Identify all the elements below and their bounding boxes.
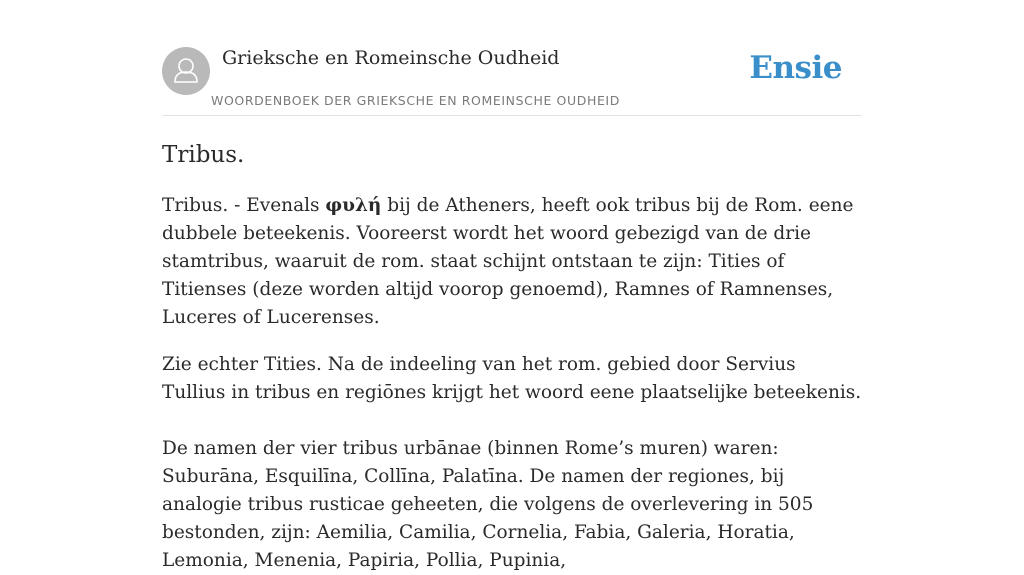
site-subtitle: WOORDENBOEK DER GRIEKSCHE EN ROMEINSCHE OUDHEID (211, 93, 620, 108)
entry-text: bij de Atheners, heeft ook tribus bij de Rom. eene dubbele beteekenis. Vooreerst wordt het woord gebezigd van de drie stamtribus, waaruit de rom. staat schijnt ontstaan te zijn: Tities of Titienses (deze worden altijd voorop genoemd), Ramnes of Ramnenses, Luceres of Lucerenses. (162, 195, 854, 328)
entry-text: Tribus. - Evenals (162, 195, 326, 216)
user-avatar-icon[interactable] (162, 47, 210, 95)
site-title[interactable]: Grieksche en Romeinsche Oudheid (222, 47, 560, 69)
header-divider (162, 115, 862, 116)
entry-title: Tribus. (162, 142, 245, 168)
greek-term: φυλή (325, 195, 382, 216)
entry-paragraph-3: De namen der vier tribus urbānae (binnen Rome’s muren) waren: Suburāna, Esquilīna, Collīna, Palatīna. De namen der regiones, bij analogie tribus rusticae geheeten, die volgens de overlevering in 505 bestonden, zijn: Aemilia, Camilia, Cornelia, Fabia, Galeria, Horatia, Lemonia, Menenia, Papiria, Pollia, Pupinia, (162, 438, 814, 571)
entry-paragraph-2: Zie echter Tities. Na de indeeling van het rom. gebied door Servius Tullius in tribus en regiōnes krijgt het woord eene plaatselijke beteekenis. (162, 354, 862, 403)
entry-content (162, 140, 862, 575)
entry-paragraph-1 (162, 192, 862, 332)
brand-logo[interactable]: Ensie (749, 50, 842, 86)
site-header (162, 46, 862, 116)
